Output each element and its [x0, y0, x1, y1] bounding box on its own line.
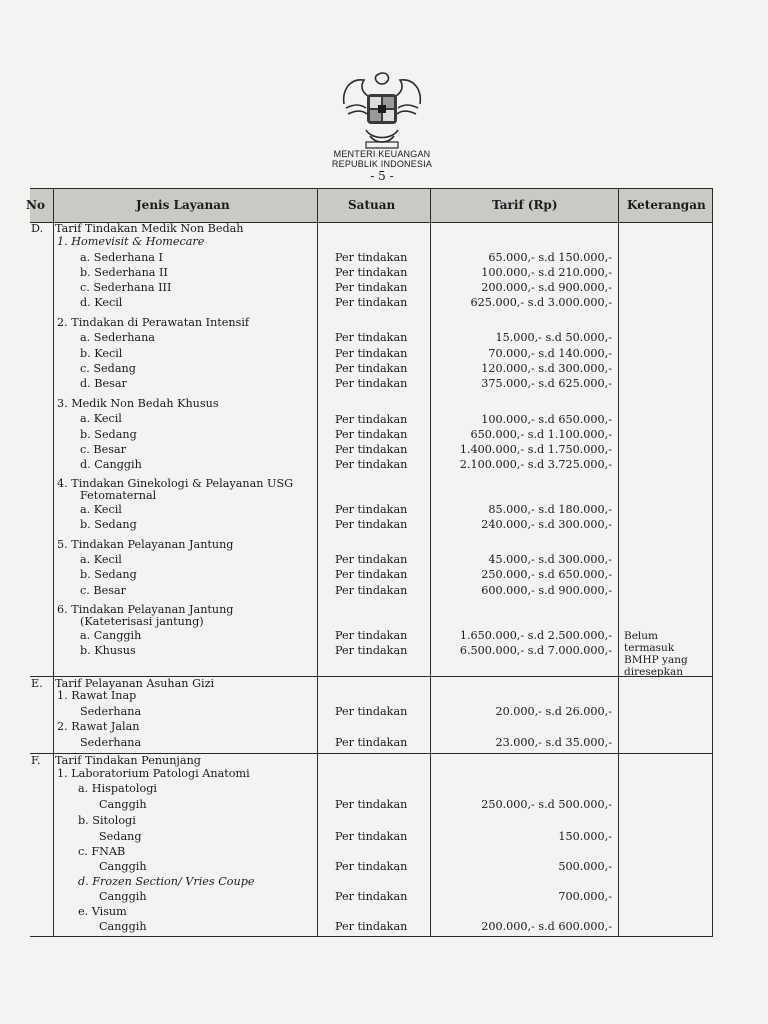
item-tarif: 65.000,- s.d 150.000,-: [488, 251, 612, 264]
item-label: Canggih: [99, 860, 147, 873]
item-tarif: 650.000,- s.d 1.100.000,-: [470, 428, 612, 441]
column-header-satuan: Satuan: [348, 198, 396, 212]
section-title: Tarif Pelayanan Asuhan Gizi: [55, 677, 215, 690]
page-number: - 5 -: [370, 169, 394, 183]
table-top-border: [30, 188, 713, 189]
group-label-continued: Fetomaternal: [80, 489, 157, 502]
item-satuan: Per tindakan: [335, 428, 408, 441]
table-bottom-border: [30, 936, 713, 937]
item-label: b. Sederhana II: [80, 266, 168, 279]
column-header-tarif: Tarif (Rp): [492, 198, 558, 212]
item-tarif: 600.000,- s.d 900.000,-: [481, 584, 612, 597]
item-satuan: Per tindakan: [335, 362, 408, 375]
item-satuan: Per tindakan: [335, 296, 408, 309]
item-tarif: 200.000,- s.d 600.000,-: [481, 920, 612, 933]
group-label: 2. Tindakan di Perawatan Intensif: [57, 316, 250, 329]
keterangan-note: termasuk: [624, 642, 675, 654]
item-satuan: Per tindakan: [335, 331, 408, 344]
item-label: b. Sedang: [80, 518, 137, 531]
item-label: b. Sedang: [80, 428, 137, 441]
item-tarif: 150.000,-: [558, 830, 612, 843]
item-tarif: 85.000,- s.d 180.000,-: [488, 503, 612, 516]
item-satuan: Per tindakan: [335, 347, 408, 360]
item-satuan: Per tindakan: [335, 443, 408, 456]
item-tarif: 1.650.000,- s.d 2.500.000,-: [459, 629, 612, 642]
keterangan-note: Belum: [624, 630, 659, 642]
item-tarif: 100.000,- s.d 210.000,-: [481, 266, 612, 279]
item-label: d. Canggih: [80, 458, 142, 471]
item-label: Sedang: [99, 830, 142, 843]
keterangan-note: BMHP yang: [624, 654, 688, 666]
item-tarif: 250.000,- s.d 500.000,-: [481, 798, 612, 811]
group-label: 1. Laboratorium Patologi Anatomi: [57, 767, 250, 780]
item-label: Canggih: [99, 890, 147, 903]
item-label: Sederhana: [80, 705, 142, 718]
item-label: a. Sederhana: [80, 331, 155, 344]
group-label-continued: (Kateterisasi jantung): [80, 615, 204, 628]
item-label: a. Canggih: [80, 629, 142, 642]
column-divider-1: [53, 188, 54, 937]
item-label: Canggih: [99, 920, 147, 933]
section-code: F.: [31, 754, 41, 767]
item-tarif: 100.000,- s.d 650.000,-: [481, 413, 612, 426]
item-tarif: 15.000,- s.d 50.000,-: [495, 331, 612, 344]
subgroup-label: e. Visum: [78, 905, 127, 918]
section-title: Tarif Tindakan Medik Non Bedah: [55, 222, 244, 235]
item-label: d. Kecil: [80, 296, 123, 309]
group-label: 1. Homevisit & Homecare: [57, 235, 205, 248]
item-label: b. Khusus: [80, 644, 136, 657]
item-label: a. Kecil: [80, 503, 122, 516]
garuda-emblem: [336, 70, 428, 152]
column-header-jenis: Jenis Layanan: [136, 198, 230, 212]
keterangan-note: diresepkan: [624, 666, 684, 678]
item-satuan: Per tindakan: [335, 830, 408, 843]
item-tarif: 700.000,-: [558, 890, 612, 903]
item-satuan: Per tindakan: [335, 705, 408, 718]
item-satuan: Per tindakan: [335, 644, 408, 657]
item-label: c. Sedang: [80, 362, 136, 375]
item-satuan: Per tindakan: [335, 413, 408, 426]
item-label: a. Kecil: [80, 412, 122, 425]
item-satuan: Per tindakan: [335, 890, 408, 903]
item-satuan: Per tindakan: [335, 281, 408, 294]
item-label: Canggih: [99, 798, 147, 811]
item-label: c. Besar: [80, 443, 126, 456]
group-label: 1. Rawat Inap: [57, 689, 137, 702]
item-satuan: Per tindakan: [335, 860, 408, 873]
group-label: 5. Tindakan Pelayanan Jantung: [57, 538, 234, 551]
item-tarif: 500.000,-: [558, 860, 612, 873]
item-satuan: Per tindakan: [335, 920, 408, 933]
group-label: 4. Tindakan Ginekologi & Pelayanan USG: [57, 477, 294, 490]
ministry-name: MENTERI KEUANGAN: [333, 149, 431, 159]
item-satuan: Per tindakan: [335, 553, 408, 566]
subgroup-label: a. Hispatologi: [78, 782, 157, 795]
item-label: a. Sederhana I: [80, 251, 163, 264]
item-tarif: 20.000,- s.d 26.000,-: [495, 705, 612, 718]
item-tarif: 375.000,- s.d 625.000,-: [481, 377, 612, 390]
item-tarif: 625.000,- s.d 3.000.000,-: [470, 296, 612, 309]
column-header-keterangan: Keterangan: [627, 198, 706, 212]
column-header-no: No: [26, 198, 45, 212]
item-label: c. Sederhana III: [80, 281, 172, 294]
item-satuan: Per tindakan: [335, 584, 408, 597]
item-satuan: Per tindakan: [335, 266, 408, 279]
item-tarif: 240.000,- s.d 300.000,-: [481, 518, 612, 531]
item-satuan: Per tindakan: [335, 518, 408, 531]
group-label: 2. Rawat Jalan: [57, 720, 140, 733]
item-satuan: Per tindakan: [335, 736, 408, 749]
item-tarif: 6.500.000,- s.d 7.000.000,-: [459, 644, 612, 657]
subgroup-label: c. FNAB: [78, 845, 126, 858]
subgroup-label: d. Frozen Section/ Vries Coupe: [78, 875, 255, 888]
item-label: b. Kecil: [80, 347, 123, 360]
section-code: E.: [31, 677, 43, 690]
column-divider-2: [317, 188, 318, 937]
item-label: a. Kecil: [80, 553, 122, 566]
item-satuan: Per tindakan: [335, 251, 408, 264]
group-label: 6. Tindakan Pelayanan Jantung: [57, 603, 234, 616]
item-satuan: Per tindakan: [335, 629, 408, 642]
item-tarif: 200.000,- s.d 900.000,-: [481, 281, 612, 294]
item-tarif: 1.400.000,- s.d 1.750.000,-: [459, 443, 612, 456]
item-tarif: 120.000,- s.d 300.000,-: [481, 362, 612, 375]
subgroup-label: b. Sitologi: [78, 814, 136, 827]
column-divider-3: [430, 188, 431, 937]
item-label: d. Besar: [80, 377, 127, 390]
item-tarif: 2.100.000,- s.d 3.725.000,-: [459, 458, 612, 471]
item-satuan: Per tindakan: [335, 568, 408, 581]
country-name: REPUBLIK INDONESIA: [331, 159, 433, 169]
section-title: Tarif Tindakan Penunjang: [55, 754, 201, 767]
item-tarif: 23.000,- s.d 35.000,-: [495, 736, 612, 749]
column-divider-4: [618, 188, 619, 937]
item-tarif: 250.000,- s.d 650.000,-: [481, 568, 612, 581]
item-satuan: Per tindakan: [335, 458, 408, 471]
item-satuan: Per tindakan: [335, 377, 408, 390]
item-label: Sederhana: [80, 736, 142, 749]
item-label: b. Sedang: [80, 568, 137, 581]
group-label: 3. Medik Non Bedah Khusus: [57, 397, 219, 410]
item-tarif: 70.000,- s.d 140.000,-: [488, 347, 612, 360]
item-label: c. Besar: [80, 584, 126, 597]
item-tarif: 45.000,- s.d 300.000,-: [488, 553, 612, 566]
section-code: D.: [31, 222, 44, 235]
item-satuan: Per tindakan: [335, 798, 408, 811]
table-right-border: [712, 188, 713, 937]
item-satuan: Per tindakan: [335, 503, 408, 516]
